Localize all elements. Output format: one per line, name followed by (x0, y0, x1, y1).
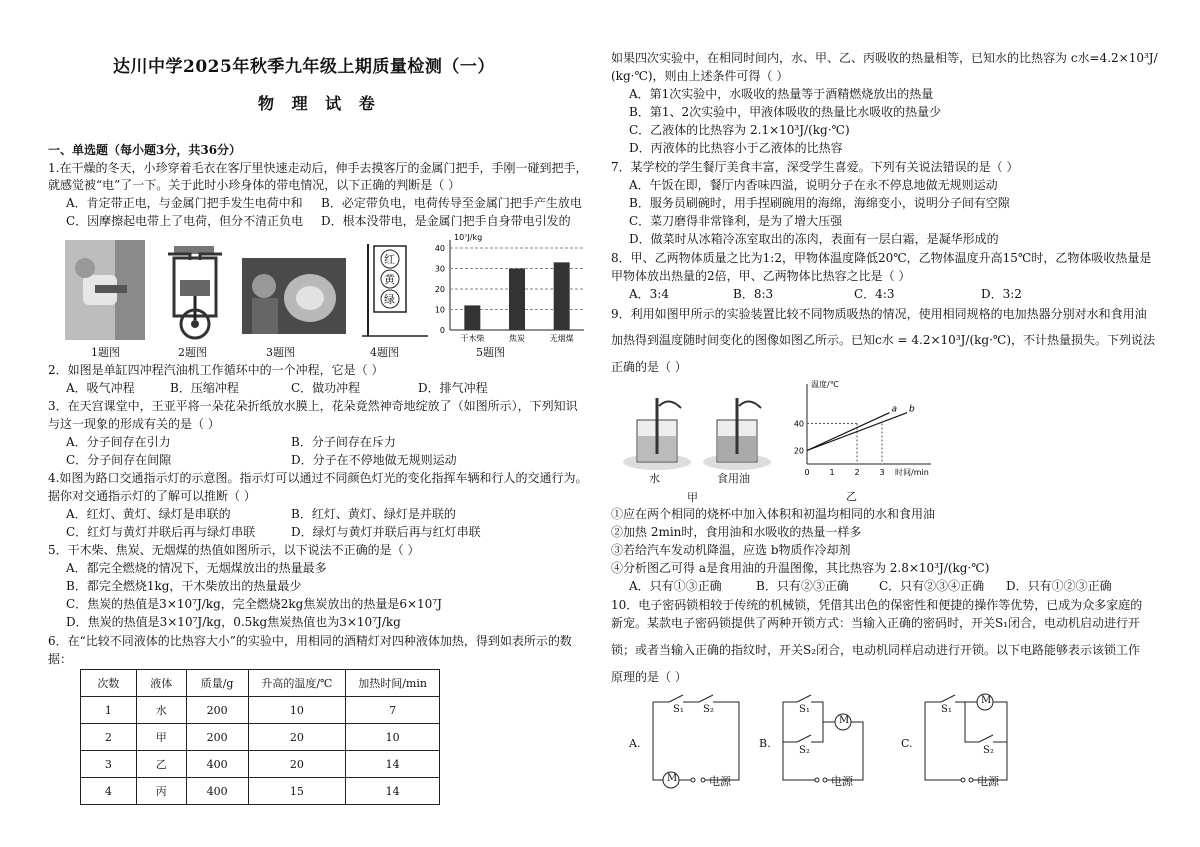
q6-cont-line1: 如果四次实验中，在相同时间内，水、甲、乙、丙吸收的热量相等，已知水的比热容为 c水=4.2×10³J/ (611, 51, 1158, 65)
q3-option-a: A．分子间存在引力 (66, 435, 171, 449)
q6-option-b: B．第1、2次实验中，甲液体吸收的热量比水吸收的热量少 (629, 105, 942, 119)
table-cell: 400 (186, 751, 248, 778)
circuit-a-label: A. (629, 737, 641, 750)
q7-option-a: A．午饭在即，餐厅内香味四溢，说明分子在永不停息地做无规则运动 (629, 178, 998, 192)
table-row (81, 751, 440, 778)
figure-1-door-handle (65, 240, 145, 340)
q4-option-d: D．绿灯与黄灯并联后再与红灯串联 (291, 525, 481, 539)
q1-option-c: C．因摩擦起电带上了电荷，但分不清正负电 (66, 214, 304, 228)
power-label: 电源 (977, 775, 999, 788)
q6-option-d: D．丙液体的比热容小于乙液体的比热容 (629, 141, 843, 155)
section-heading: 一、单选题（每小题3分，共36分） (48, 143, 242, 157)
q3-option-d: D．分子在不停地做无规则运动 (291, 453, 457, 467)
y-tick-label: 40 (434, 244, 445, 253)
q9-option-d: D．只有①②③正确 (1006, 579, 1112, 593)
switch-s2-label: S₂ (703, 704, 714, 715)
y-tick-label: 40 (793, 419, 804, 429)
right-column (611, 0, 1181, 847)
table-cell: 15 (248, 778, 346, 805)
switch-s1-label: S₁ (799, 704, 810, 715)
q10-stem-line2: 新宠。某款电子密码锁提供了两种开锁方式：当输入正确的密码时，开关S₁闭合，电动机启动进行开 (611, 616, 1141, 630)
y-tick-label: 30 (434, 264, 445, 274)
q9-stem-line3: 正确的是（ ） (611, 360, 687, 374)
table-cell: 20 (248, 751, 346, 778)
switch-s2-label: S₂ (983, 745, 994, 756)
q6-stem-line2: 据： (48, 652, 73, 666)
q7-stem: 7．某学校的学生餐厅美食丰富，深受学生喜爱。下列有关说法错误的是（ ） (611, 160, 1019, 174)
heat-value-chart (420, 232, 590, 346)
label-oil: 食用油 (717, 472, 750, 485)
table-cell: 丙 (136, 778, 186, 805)
y-tick-label: 20 (434, 285, 445, 294)
circuit-c-label: C. (901, 737, 913, 750)
table-header-cell: 次数 (81, 670, 137, 697)
x-tick-label: 干木柴 (460, 334, 485, 343)
caption-fig2: 2题图 (178, 346, 207, 359)
table-cell: 甲 (136, 724, 186, 751)
table-cell: 7 (346, 697, 440, 724)
q8-option-c: C．4:3 (854, 287, 895, 301)
table-cell: 水 (136, 697, 186, 724)
q10-stem-line4: 原理的是（ ） (611, 670, 687, 684)
q8-option-d: D．3:2 (981, 287, 1022, 301)
light-yellow-label: 黄 (384, 273, 395, 286)
page-subtitle: 物 理 试 卷 (258, 94, 381, 113)
switch-s1-label: S₁ (941, 704, 952, 715)
figure-3-photo (242, 258, 346, 334)
table-header-cell: 升高的温度/℃ (248, 670, 346, 697)
figure-5-bar-chart (420, 232, 590, 346)
q3-stem-line2: 与这一现象的形成有关的是（ ） (48, 417, 220, 431)
table-row (81, 778, 440, 805)
table-cell: 2 (81, 724, 137, 751)
series-label-b: b (909, 404, 915, 415)
q5-option-b: B．都完全燃烧1kg，干木柴放出的热量最少 (66, 579, 302, 593)
q9-statement-2: ②加热 2min时，食用油和水吸收的热量一样多 (611, 525, 862, 539)
table-cell: 乙 (136, 751, 186, 778)
q2-option-a: A．吸气冲程 (66, 381, 135, 395)
q10-stem-line3: 锁；或者当输入正确的指纹时，开关S₂闭合，电动机同样启动进行开锁。以下电路能够表示该锁工作 (611, 643, 1141, 657)
table-row (81, 724, 440, 751)
circuit-a (629, 690, 749, 792)
table-header-cell: 液体 (136, 670, 186, 697)
table-row (81, 697, 440, 724)
motor-symbol: M (839, 715, 850, 726)
left-column (48, 0, 593, 847)
motor-symbol: M (667, 773, 678, 784)
table-header-cell: 加热时间/min (346, 670, 440, 697)
q6-option-c: C．乙液体的比热容为 2.1×10³J/(kg·℃) (629, 123, 850, 137)
table-cell: 200 (186, 697, 248, 724)
power-label: 电源 (831, 775, 853, 788)
light-green-label: 绿 (384, 293, 395, 306)
x-tick-label: 2 (854, 468, 860, 477)
q2-stem: 2．如图是单缸四冲程汽油机工作循环中的一个冲程，它是（ ） (48, 363, 384, 377)
circuit-b-label: B. (759, 737, 771, 750)
q4-option-c: C．红灯与黄灯并联后再与绿灯串联 (66, 525, 256, 539)
q9-option-b: B．只有②③正确 (756, 579, 849, 593)
q4-stem-line2: 据你对交通指示灯的了解可以推断（ ） (48, 489, 256, 503)
caption-fig4: 4题图 (370, 346, 399, 359)
q3-stem-line1: 3．在天宫课堂中，王亚平将一朵花朵折纸放水膜上，花朵竟然神奇地绽放了（如图所示），下列知识 (48, 399, 578, 413)
bar (464, 305, 480, 330)
x-tick-label: 无烟煤 (549, 334, 574, 343)
y-axis-label: 温度/℃ (811, 380, 839, 389)
table-cell: 200 (186, 724, 248, 751)
temperature-time-chart (791, 378, 941, 488)
q6-stem-line1: 6．在“比较不同液体的比热容大小”的实验中，用相同的酒精灯对四种液体加热，得到如表所示的数 (48, 634, 572, 648)
q1-option-a: A．肯定带正电，与金属门把手发生电荷中和 (66, 196, 303, 210)
bar (509, 269, 525, 331)
power-label: 电源 (709, 775, 731, 788)
q1-stem-line1: 1.在干燥的冬天，小珍穿着毛衣在客厅里快速走动后，伸手去摸客厅的金属门把手，手刚一碰到把手， (48, 161, 588, 175)
q9-statement-4: ④分析图乙可得 a是食用油的升温图像，其比热容为 2.8×10³J/(kg·℃) (611, 561, 990, 575)
table-cell: 3 (81, 751, 137, 778)
label-jia: 甲 (687, 491, 698, 504)
q4-stem-line1: 4.如图为路口交通指示灯的示意图。指示灯可以通过不同颜色灯光的变化指挥车辆和行人的交通行为。 (48, 471, 588, 485)
q8-stem-line1: 8．甲、乙两物体质量之比为1:2，甲物体温度降低20℃，乙物体温度升高15℃时，乙物体吸收热量是 (611, 251, 1152, 265)
caption-fig1: 1题图 (91, 346, 120, 359)
circuit-c (901, 690, 1025, 792)
q9-option-c: C．只有②③④正确 (879, 579, 985, 593)
q9-stem-line2: 加热得到温度随时间变化的图像如图乙所示。已知c水 = 4.2×10³J/(kg·℃)，不计热量损失。下列说法 (611, 333, 1156, 347)
q6-data-table (80, 669, 440, 805)
q9-option-a: A．只有①③正确 (629, 579, 722, 593)
q6-option-a: A．第1次实验中，水吸收的热量等于酒精燃烧放出的热量 (629, 87, 934, 101)
q8-option-b: B．8:3 (733, 287, 774, 301)
x-tick-label: 焦炭 (509, 334, 525, 343)
bar (554, 262, 570, 330)
table-cell: 400 (186, 778, 248, 805)
q7-option-b: B．服务员刷碗时，用手捏刷碗用的海绵，海绵变小，说明分子间有空隙 (629, 196, 1010, 210)
x-tick-label: 1 (829, 468, 835, 477)
q1-option-d: D．根本没带电，是金属门把手自身带电引发的 (321, 214, 571, 228)
q1-stem-line2: 就感觉被“电”了一下。关于此时小珍身体的带电情况，以下正确的判断是（ ） (48, 178, 461, 192)
q1-option-b: B．必定带负电，电荷传导至金属门把手产生放电 (321, 196, 582, 210)
figure-4-traffic-light (362, 240, 428, 340)
table-cell: 14 (346, 778, 440, 805)
q8-option-a: A．3:4 (629, 287, 669, 301)
q9-apparatus-figure (621, 392, 781, 502)
q5-option-c: C．焦炭的热值是3×10⁷J/kg，完全燃烧2kg焦炭放出的热量是6×10⁷J (66, 597, 442, 611)
q5-option-d: D．焦炭的热值是3×10⁷J/kg，0.5kg焦炭热值也为3×10⁷J/kg (66, 615, 401, 629)
y-tick-label: 0 (439, 326, 445, 335)
table-header-row (81, 670, 440, 697)
circuit-b (759, 690, 879, 792)
table-cell: 4 (81, 778, 137, 805)
q4-option-b: B．红灯、黄灯、绿灯是并联的 (291, 507, 456, 521)
switch-s2-label: S₂ (799, 745, 810, 756)
q2-option-c: C．做功冲程 (291, 381, 361, 395)
q7-option-c: C．菜刀磨得非常锋利，是为了增大压强 (629, 214, 843, 228)
x-tick-label: 0 (804, 468, 810, 477)
q9-stem-line1: 9．利用如图甲所示的实验装置比较不同物质吸热的情况，使用相同规格的电加热器分别对水和食用油 (611, 307, 1147, 321)
x-tick-label: 3 (879, 468, 885, 477)
q9-graph-figure (791, 378, 941, 504)
caption-fig3: 3题图 (266, 346, 295, 359)
caption-fig5: 5题图 (476, 346, 505, 359)
motor-symbol: M (981, 695, 992, 706)
table-cell: 10 (248, 697, 346, 724)
q3-option-b: B．分子间存在斥力 (291, 435, 396, 449)
switch-s1-label: S₁ (673, 704, 684, 715)
y-axis-label: 10⁷J/kg (454, 233, 483, 242)
table-header-cell: 质量/g (186, 670, 248, 697)
q5-option-a: A．都完全燃烧的情况下，无烟煤放出的热量最多 (66, 561, 327, 575)
q9-statement-3: ③若给汽车发动机降温，应选 b物质作冷却剂 (611, 543, 851, 557)
q4-option-a: A．红灯、黄灯、绿灯是串联的 (66, 507, 231, 521)
table-cell: 14 (346, 751, 440, 778)
q5-stem: 5．干木柴、焦炭、无烟煤的热值如图所示，以下说法不正确的是（ ） (48, 543, 420, 557)
figure-2-engine (160, 240, 230, 342)
table-cell: 1 (81, 697, 137, 724)
table-cell: 10 (346, 724, 440, 751)
series-line-a (807, 413, 890, 451)
series-label-a: a (891, 404, 898, 415)
x-axis-label: 时间/min (895, 468, 929, 477)
q8-stem-line2: 甲物体放出热量的2倍，甲、乙两物体比热容之比是（ ） (611, 269, 911, 283)
q2-option-d: D．排气冲程 (418, 381, 488, 395)
q9-statement-1: ①应在两个相同的烧杯中加入体积和初温均相同的水和食用油 (611, 507, 936, 521)
y-tick-label: 20 (793, 446, 804, 456)
q3-option-c: C．分子间存在间隙 (66, 453, 172, 467)
q10-stem-line1: 10．电子密码锁相较于传统的机械锁，凭借其出色的保密性和便捷的操作等优势，已成为众多家庭的 (611, 598, 1143, 612)
page-title: 达川中学2025年秋季九年级上期质量检测（一） (113, 57, 495, 77)
q2-option-b: B．压缩冲程 (170, 381, 239, 395)
label-water: 水 (649, 472, 660, 485)
light-red-label: 红 (384, 253, 395, 266)
y-tick-label: 10 (434, 305, 445, 315)
table-cell: 20 (248, 724, 346, 751)
q6-cont-line2: (kg·℃)，则由上述条件可得（ ） (611, 69, 789, 83)
q7-option-d: D．做菜时从冰箱冷冻室取出的冻肉，表面有一层白霜，是凝华形成的 (629, 232, 999, 246)
label-yi: 乙 (846, 490, 857, 503)
